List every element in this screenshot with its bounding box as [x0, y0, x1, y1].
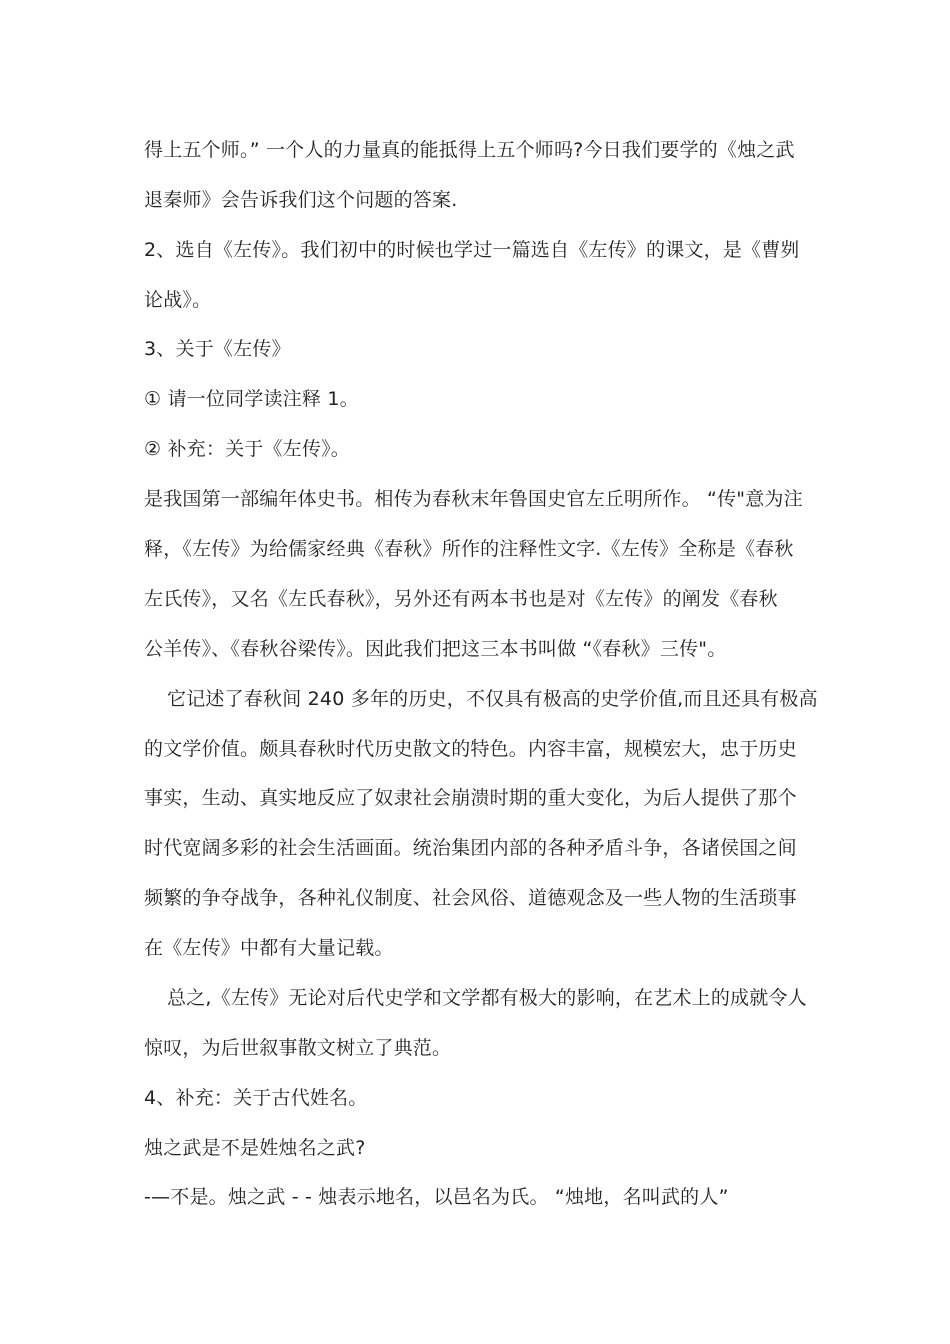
text-line: 是我国第一部编年体史书。相传为春秋末年鲁国史官左丘明所作。 “传"意为注 — [144, 488, 803, 510]
text-line: 它记述了春秋间 240 多年的历史，不仅具有极高的史学价值,而且还具有极高 — [167, 688, 818, 710]
text-line: 得上五个师。” 一个人的力量真的能抵得上五个师吗?今日我们要学的《烛之武 — [144, 139, 795, 161]
text-line: 烛之武是不是姓烛名之武? — [144, 1137, 366, 1159]
text-line: 4、补充：关于古代姓名。 — [144, 1087, 368, 1109]
text-line: 频繁的争夺战争，各种礼仪制度、社会风俗、道德观念及一些人物的生活琐事 — [144, 887, 797, 909]
text-line: 惊叹，为后世叙事散文树立了典范。 — [144, 1037, 452, 1059]
text-line: 的文学价值。颇具春秋时代历史散文的特色。内容丰富，规模宏大，忠于历史 — [144, 738, 797, 760]
text-line: ② 补充：关于《左传》。 — [144, 438, 350, 460]
text-line: -—不是。烛之武 - - 烛表示地名，以邑名为氏。 “烛地，名叫武的人” — [144, 1186, 729, 1208]
text-line: 时代宽阔多彩的社会生活画面。统治集团内部的各种矛盾斗争，各诸侯国之间 — [144, 837, 797, 859]
text-line: 左氏传》，又名《左氏春秋》，另外还有两本书也是对《左传》的阐发《春秋 — [144, 588, 778, 610]
text-line: 释，《左传》为给儒家经典《春秋》所作的注释性文字.《左传》全称是《春秋 — [144, 538, 794, 560]
text-line: 事实，生动、真实地反应了奴隶社会崩溃时期的重大变化，为后人提供了那个 — [144, 787, 797, 809]
text-line: 论战》。 — [144, 289, 212, 311]
text-line: 总之,《左传》无论对后代史学和文学都有极大的影响，在艺术上的成就令人 — [167, 987, 807, 1009]
text-line: ① 请一位同学读注释 1。 — [144, 388, 359, 410]
text-line: 在《左传》中都有大量记载。 — [144, 937, 394, 959]
text-line: 公羊传》、《春秋谷梁传》。因此我们把这三本书叫做 “《春秋》三传"。 — [144, 638, 727, 660]
text-line: 退秦师》会告诉我们这个问题的答案. — [144, 189, 458, 211]
text-line: 2、选自《左传》。我们初中的时候也学过一篇选自《左传》的课文，是《曹刿 — [144, 239, 800, 261]
text-line: 3、关于《左传》 — [144, 338, 291, 360]
